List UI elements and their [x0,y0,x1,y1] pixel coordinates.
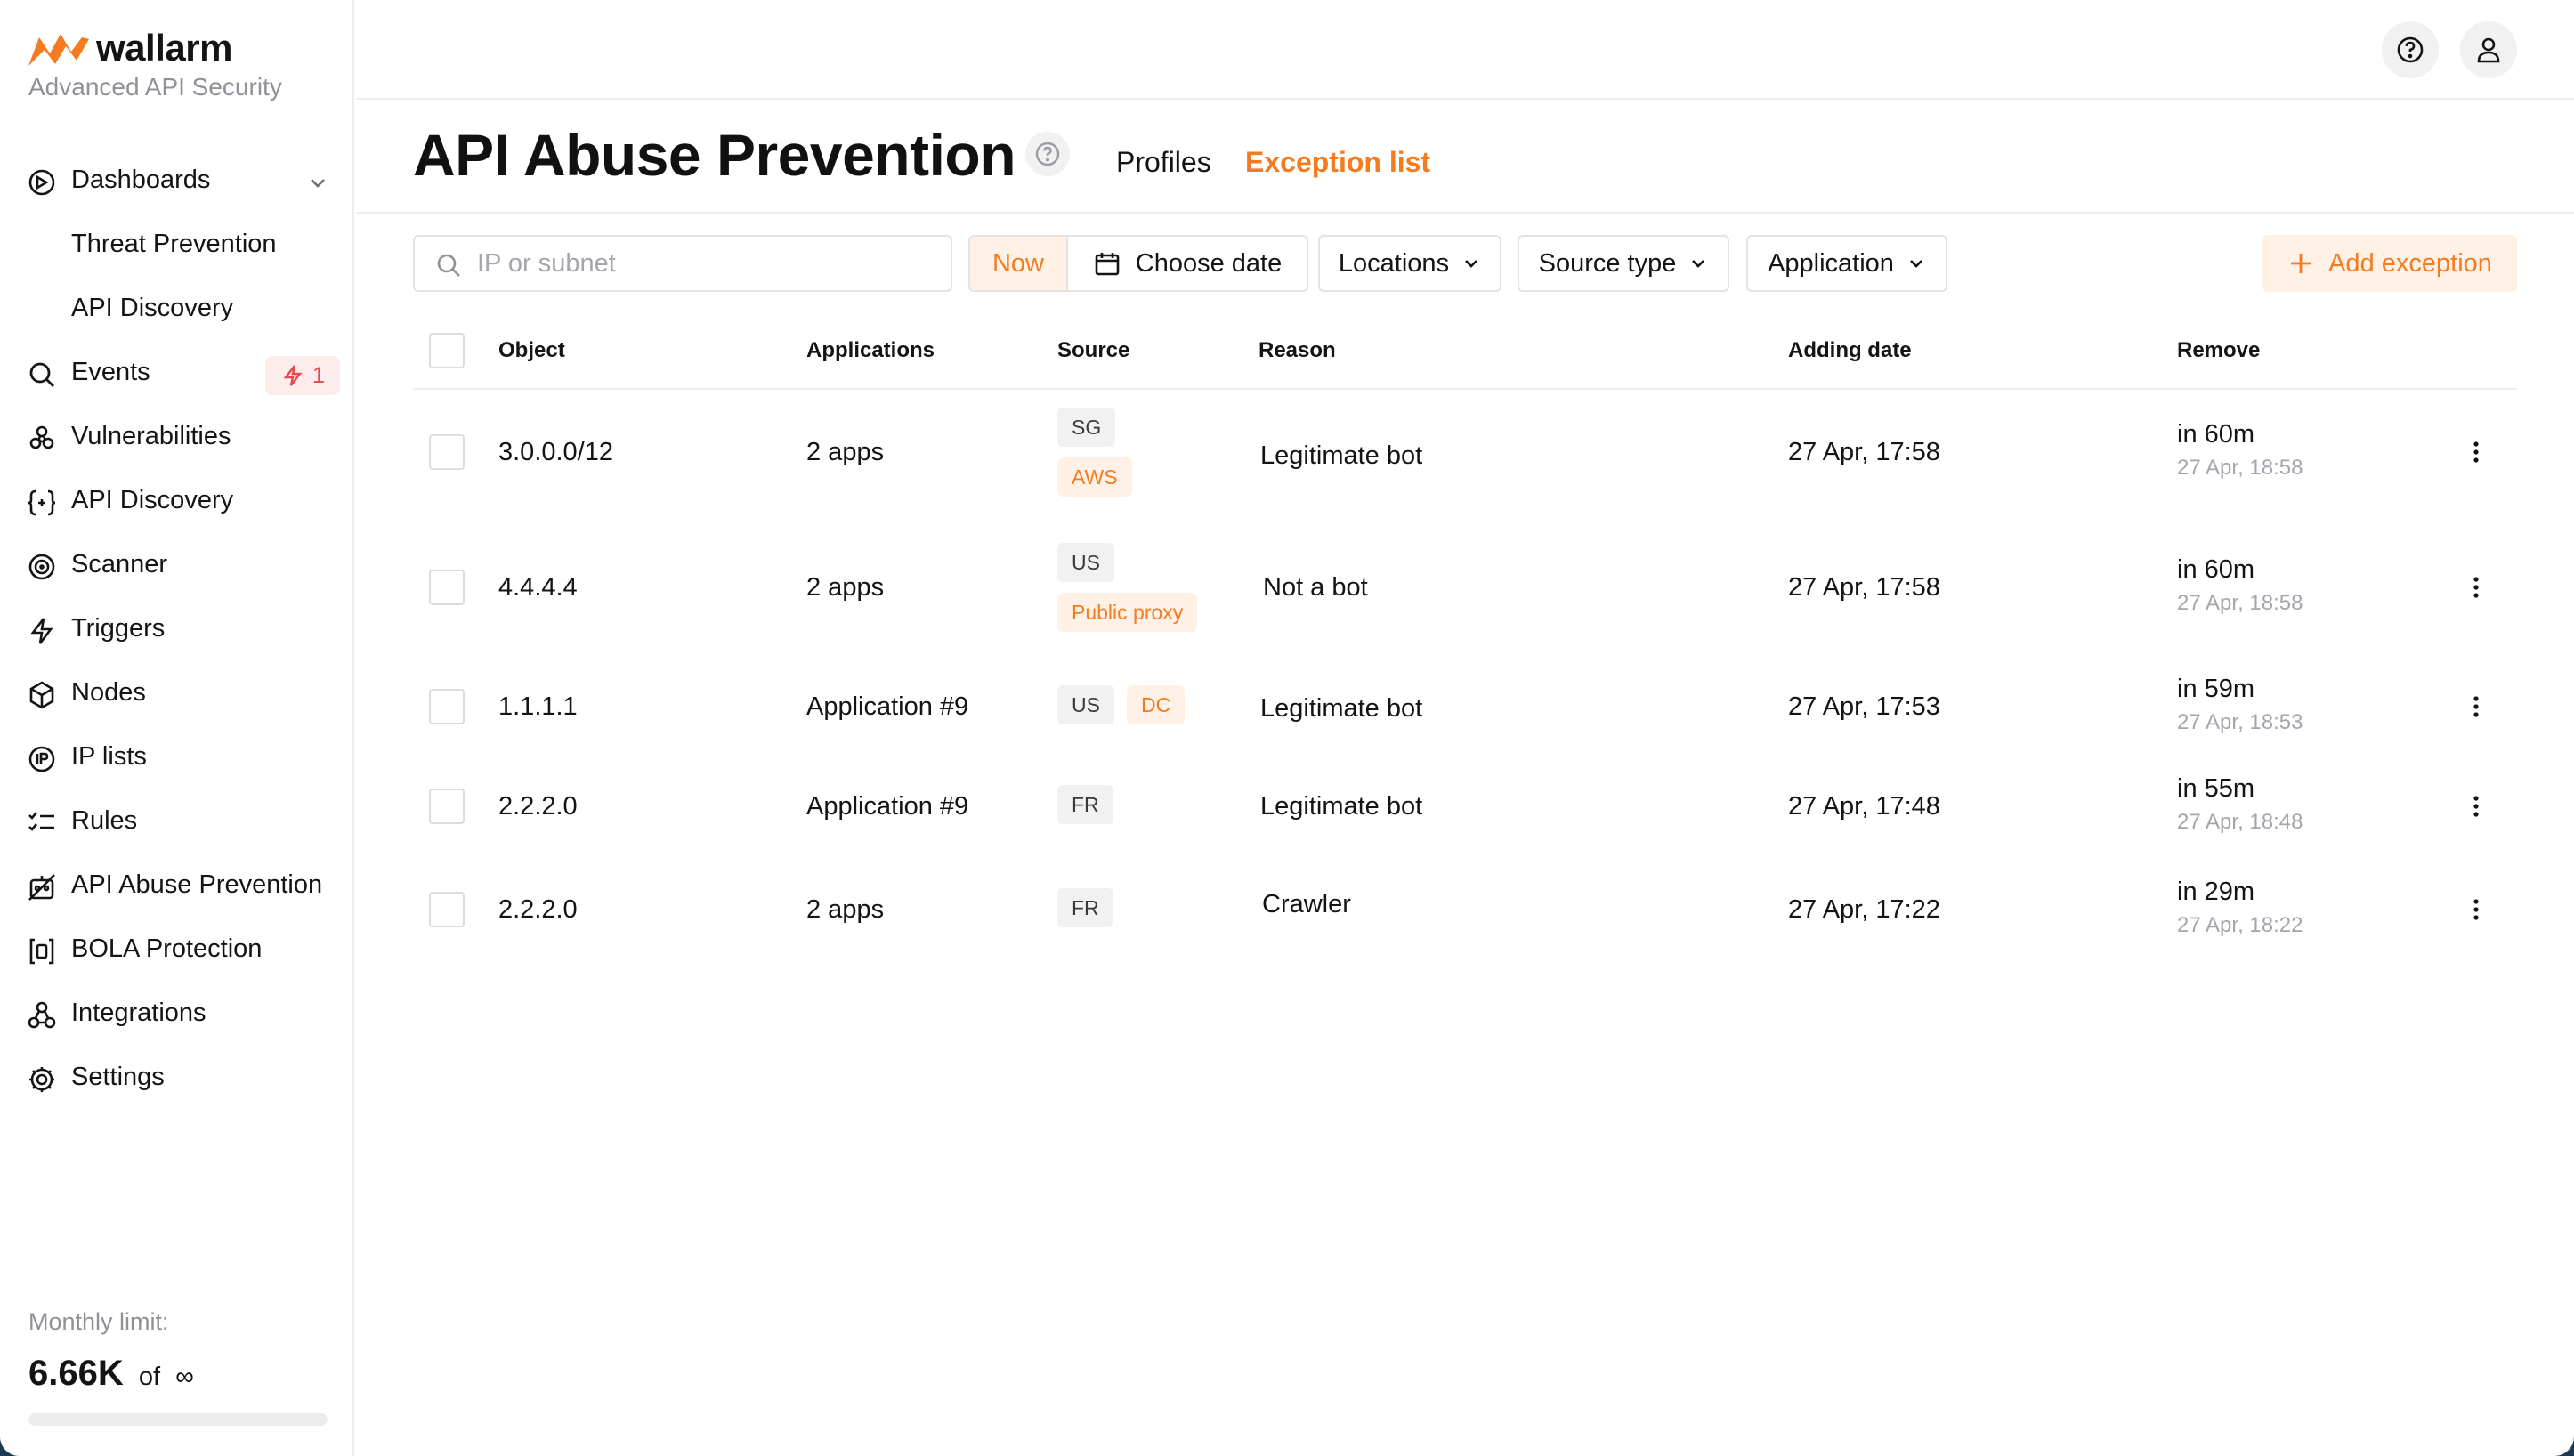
limit-used: 6.66K [28,1354,124,1393]
wallarm-logo-icon [27,30,91,68]
sidebar-item-scanner[interactable] [0,534,352,598]
remove-at-cell: 27 Apr, 18:58 [2177,456,2303,480]
reason-cell: Legitimate bot [1260,792,1423,821]
help-icon [2395,35,2425,65]
brand-tagline: Advanced API Security [28,73,282,101]
monthly-limit-bar [28,1413,328,1426]
row-checkbox[interactable] [429,689,465,724]
source-cell [1057,543,1197,643]
tab-exception-list[interactable]: Exception list [1245,146,1431,178]
lightning-icon [280,363,305,388]
applications-cell: 2 apps [806,895,885,924]
applications-cell: Application #9 [806,792,969,821]
choose-date-button[interactable] [1068,237,1307,290]
adding-date-cell: 27 Apr, 17:22 [1788,895,1940,924]
radar-icon [27,552,57,582]
adding-date-cell: 27 Apr, 17:48 [1788,792,1940,821]
sidebar [0,0,354,1456]
table-row[interactable] [413,659,2517,762]
ip-search-input[interactable] [477,244,940,283]
object-cell: 2.2.2.0 [498,792,578,821]
source-type-dropdown[interactable] [1518,235,1729,292]
limit-of: of [138,1363,161,1391]
sidebar-item-label: Threat Prevention [71,230,277,258]
sidebar-item-dashboard-api-discovery[interactable] [0,278,352,342]
sidebar-item-label: API Abuse Prevention [71,870,323,899]
dashboard-icon [27,167,57,198]
exception-table [413,319,2517,968]
sidebar-item-label: Rules [71,806,138,835]
chevron-down-icon [1461,254,1481,273]
table-row[interactable] [413,523,2517,659]
sidebar-item-settings[interactable] [0,1047,352,1111]
sidebar-item-triggers[interactable] [0,598,352,662]
locations-label: Locations [1338,248,1450,278]
filter-bar [413,235,2517,292]
page-help-button[interactable] [1025,132,1070,176]
object-cell: 2.2.2.0 [498,895,578,924]
sidebar-item-label: Nodes [71,678,146,707]
sidebar-item-label: API Discovery [71,486,234,514]
monthly-limit-value [28,1354,331,1394]
adding-date-cell: 27 Apr, 17:58 [1788,573,1940,602]
remove-at-cell: 27 Apr, 18:48 [2177,810,2303,834]
remove-in-cell: in 60m [2177,420,2255,449]
sidebar-item-dashboards[interactable] [0,150,352,214]
lightning-icon [27,616,57,646]
search-icon [434,251,463,279]
sidebar-item-integrations[interactable] [0,983,352,1047]
kebab-menu-icon [2463,574,2489,601]
search-box [413,235,952,292]
help-icon [1032,139,1063,169]
source-cell [1057,888,1113,938]
calendar-icon [1093,249,1121,278]
object-cell: 3.0.0.0/12 [498,438,613,466]
remove-at-cell: 27 Apr, 18:53 [2177,710,2303,734]
row-checkbox[interactable] [429,789,465,824]
kebab-menu-icon [2463,439,2489,465]
sidebar-item-vulnerabilities[interactable] [0,406,352,470]
profile-button[interactable] [2460,21,2517,78]
source-type-tag: AWS [1057,457,1132,497]
applications-cell: 2 apps [806,438,885,466]
sidebar-item-label: Triggers [71,614,166,643]
table-header [413,319,2517,390]
column-header-source[interactable]: Source [1057,338,1130,362]
events-count-badge [265,356,340,395]
locations-dropdown[interactable] [1318,235,1502,292]
biohazard-icon [27,424,57,454]
column-header-adding-date[interactable]: Adding date [1788,338,1912,362]
country-tag: FR [1057,888,1113,927]
kebab-menu-icon [2463,693,2489,720]
row-checkbox[interactable] [429,892,465,927]
sidebar-item-events[interactable] [0,342,352,406]
select-all-checkbox[interactable] [429,333,465,368]
integrations-icon [27,1000,57,1031]
source-type-label: Source type [1538,248,1677,278]
kebab-menu-icon [2463,793,2489,820]
column-header-applications[interactable]: Applications [806,338,935,362]
country-tag: SG [1057,408,1115,447]
country-tag: US [1057,685,1114,724]
kebab-menu-icon [2463,896,2489,923]
monthly-limit-label: Monthly limit: [28,1308,169,1335]
sidebar-nav [0,150,352,1111]
application-dropdown[interactable] [1746,235,1947,292]
robot-icon [27,872,57,902]
bola-icon [27,936,57,967]
sidebar-item-rules[interactable] [0,790,352,854]
brand-name: wallarm [96,27,232,69]
table-row[interactable] [413,865,2517,968]
ip-icon [27,744,57,774]
sidebar-item-api-discovery[interactable] [0,470,352,534]
sidebar-item-threat-prevention[interactable] [0,214,352,278]
row-menu-button[interactable] [2460,436,2492,468]
reason-cell: Crawler [1262,890,1351,918]
object-cell: 4.4.4.4 [498,573,578,602]
column-header-object[interactable]: Object [498,338,565,362]
sidebar-item-label: Integrations [71,999,206,1027]
source-cell [1057,685,1185,735]
table-row[interactable] [413,390,2517,523]
gear-icon [27,1064,57,1095]
user-icon [2473,35,2504,65]
events-count: 1 [312,362,325,388]
sidebar-item-nodes[interactable] [0,662,352,726]
add-exception-button[interactable] [2262,235,2517,292]
chevron-down-icon [1906,254,1926,273]
help-button[interactable] [2382,21,2439,78]
row-menu-button[interactable] [2460,894,2492,926]
chevron-down-icon[interactable] [306,171,329,194]
remove-at-cell: 27 Apr, 18:58 [2177,591,2303,615]
source-type-tag: Public proxy [1057,593,1197,632]
column-header-reason[interactable]: Reason [1259,338,1336,362]
api-braces-icon [27,488,57,518]
remove-in-cell: in 59m [2177,675,2255,703]
remove-in-cell: in 29m [2177,878,2255,906]
page-title: API Abuse Prevention [413,122,1016,188]
sidebar-item-label: Events [71,358,150,386]
sidebar-item-ip-lists[interactable] [0,726,352,790]
page-header [356,100,2574,214]
source-cell [1057,785,1113,835]
chevron-down-icon [1688,254,1708,273]
applications-cell: Application #9 [806,692,969,721]
search-icon [27,360,57,390]
country-tag: US [1057,543,1114,582]
reason-cell: Legitimate bot [1260,441,1423,470]
source-type-tag: DC [1127,685,1185,724]
remove-at-cell: 27 Apr, 18:22 [2177,913,2303,937]
now-button[interactable]: Now [970,237,1068,290]
sidebar-item-label: Settings [71,1063,165,1091]
sidebar-item-bola-protection[interactable] [0,918,352,983]
sidebar-item-label: Dashboards [71,166,211,194]
top-bar [356,0,2574,100]
remove-in-cell: in 60m [2177,555,2255,584]
application-label: Application [1768,248,1894,278]
row-menu-button[interactable] [2460,790,2492,822]
row-menu-button[interactable] [2460,571,2492,603]
add-exception-label: Add exception [2328,248,2492,278]
reason-cell: Legitimate bot [1260,694,1423,723]
brand[interactable] [27,28,329,109]
sidebar-item-label: BOLA Protection [71,934,263,963]
checklist-icon [27,808,57,838]
remove-in-cell: in 55m [2177,774,2255,803]
monthly-limit [28,1308,331,1426]
table-row[interactable] [413,762,2517,865]
reason-cell: Not a bot [1263,573,1368,602]
row-checkbox[interactable] [429,570,465,605]
object-cell: 1.1.1.1 [498,692,578,721]
adding-date-cell: 27 Apr, 17:53 [1788,692,1940,721]
limit-total: ∞ [175,1363,194,1391]
sidebar-item-label: IP lists [71,742,147,771]
sidebar-item-label: API Discovery [71,294,234,322]
hexagon-icon [27,680,57,710]
row-menu-button[interactable] [2460,691,2492,723]
country-tag: FR [1057,785,1113,824]
source-cell [1057,408,1132,507]
sidebar-item-label: Vulnerabilities [71,422,231,450]
applications-cell: 2 apps [806,573,885,602]
sidebar-item-api-abuse-prevention[interactable] [0,854,352,918]
column-header-remove[interactable]: Remove [2177,338,2261,362]
row-checkbox[interactable] [429,434,465,470]
sidebar-item-label: Scanner [71,550,168,578]
plus-icon [2287,250,2314,277]
date-selector [968,235,1308,292]
tab-profiles[interactable]: Profiles [1116,146,1211,178]
choose-date-label: Choose date [1135,248,1283,278]
adding-date-cell: 27 Apr, 17:58 [1788,438,1940,466]
